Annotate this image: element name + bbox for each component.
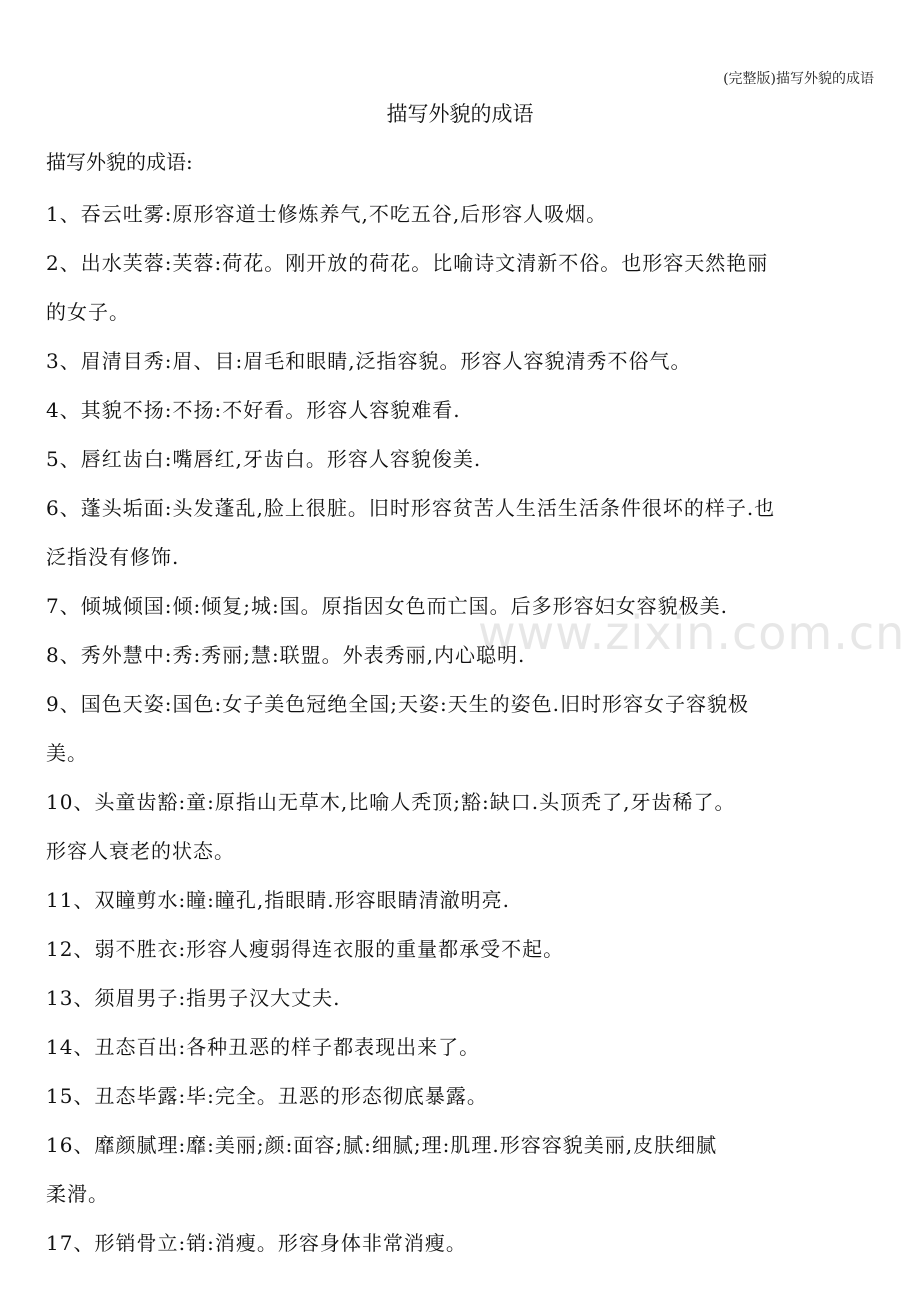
text-line: 16、靡颜腻理:靡:美丽;颜:面容;腻:细腻;理:肌理.形容容貌美丽,皮肤细腻 bbox=[46, 1133, 718, 1157]
text-line: 12、弱不胜衣:形容人瘦弱得连衣服的重量都承受不起。 bbox=[46, 937, 565, 961]
text-line: 6、蓬头垢面:头发蓬乱,脸上很脏。旧时形容贫苦人生活生活条件很坏的样子.也 bbox=[46, 496, 776, 520]
text-line: 11、双瞳剪水:瞳:瞳孔,指眼睛.形容眼睛清澈明亮. bbox=[46, 888, 510, 912]
text-line: 15、丑态毕露:毕:完全。丑恶的形态彻底暴露。 bbox=[46, 1084, 488, 1108]
text-line: 17、形销骨立:销:消瘦。形容身体非常消瘦。 bbox=[46, 1231, 467, 1255]
text-line: 5、唇红齿白:嘴唇红,牙齿白。形容人容貌俊美. bbox=[46, 447, 482, 471]
text-line: 8、秀外慧中:秀:秀丽;慧:联盟。外表秀丽,内心聪明. bbox=[46, 643, 526, 667]
text-line: 柔滑。 bbox=[46, 1182, 109, 1206]
text-line: 7、倾城倾国:倾:倾复;城:国。原指因女色而亡国。后多形容妇女容貌极美. bbox=[46, 594, 729, 618]
watermark: www.zixin.com.cn bbox=[478, 606, 906, 660]
idiom-list bbox=[46, 190, 880, 1268]
text-line: 泛指没有修饰. bbox=[46, 545, 180, 569]
text-line: 1、吞云吐雾:原形容道士修炼养气,不吃五谷,后形容人吸烟。 bbox=[46, 202, 608, 226]
header-note: (完整版)描写外貌的成语 bbox=[723, 71, 874, 87]
text-line: 9、国色天姿:国色:女子美色冠绝全国;天姿:天生的姿色.旧时形容女子容貌极 bbox=[46, 692, 750, 716]
document-title: 描写外貌的成语 bbox=[386, 102, 534, 126]
text-line: 13、须眉男子:指男子汉大丈夫. bbox=[46, 986, 341, 1010]
text-line: 3、眉清目秀:眉、目:眉毛和眼睛,泛指容貌。形容人容貌清秀不俗气。 bbox=[46, 349, 692, 373]
text-line: 10、头童齿豁:童:原指山无草木,比喻人秃顶;豁:缺口.头顶秃了,牙齿稀了。 bbox=[46, 790, 736, 814]
intro-line: 描写外貌的成语: bbox=[46, 150, 193, 174]
text-line: 2、出水芙蓉:芙蓉:荷花。刚开放的荷花。比喻诗文清新不俗。也形容天然艳丽 bbox=[46, 251, 769, 275]
text-line: 美。 bbox=[46, 741, 88, 765]
text-line: 4、其貌不扬:不扬:不好看。形容人容貌难看. bbox=[46, 398, 461, 422]
text-line: 形容人衰老的状态。 bbox=[46, 839, 235, 863]
text-line: 14、丑态百出:各种丑恶的样子都表现出来了。 bbox=[46, 1035, 481, 1059]
text-line: 的女子。 bbox=[46, 300, 130, 324]
